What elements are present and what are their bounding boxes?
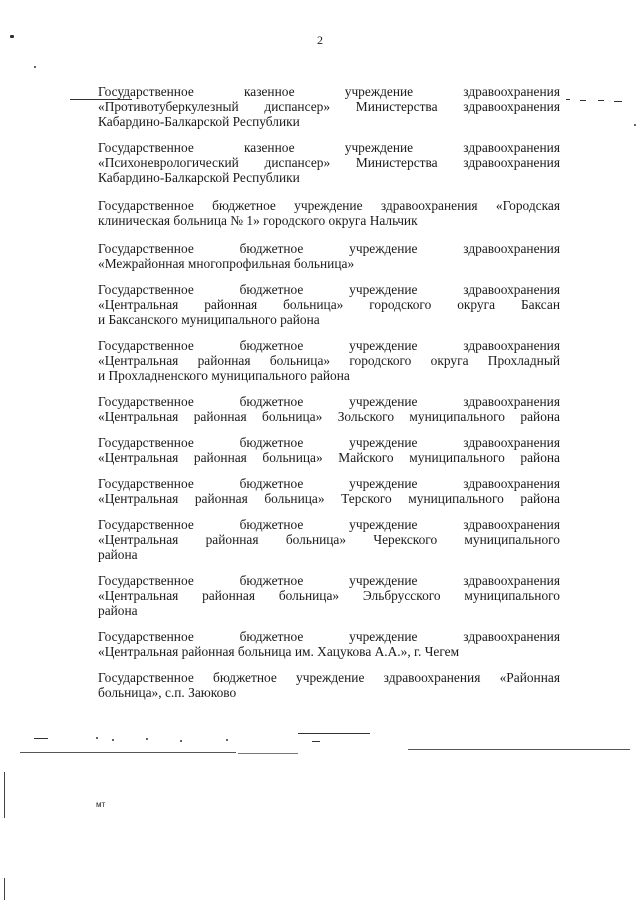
institution-entry	[98, 517, 560, 562]
institution-entry	[98, 476, 560, 506]
entry-line: района	[98, 547, 138, 562]
scan-speck	[146, 738, 148, 740]
entry-line: «Центральная районная больница» Майского муниципального района	[98, 450, 560, 465]
entry-line: Государственное казенное учреждение здравоохранения	[98, 84, 560, 99]
entry-line: «Противотуберкулезный диспансер» Министерства здравоохранения	[98, 99, 560, 114]
scan-edge	[4, 878, 5, 900]
scan-dash	[614, 101, 622, 102]
scan-speck	[634, 124, 636, 126]
entry-line: и Прохладненского муниципального района	[98, 368, 350, 383]
institution-entry	[98, 198, 560, 228]
institution-entry	[98, 140, 560, 185]
institution-entry	[98, 282, 560, 327]
entry-line: Государственное бюджетное учреждение здравоохранения	[98, 573, 560, 588]
entry-line: Государственное казенное учреждение здравоохранения	[98, 140, 560, 155]
entry-line: клиническая больница № 1» городского округа Нальчик	[98, 213, 418, 228]
entry-line: Государственное бюджетное учреждение здравоохранения «Городская	[98, 198, 560, 213]
entry-line: «Центральная районная больница» городского округа Баксан	[98, 297, 560, 312]
page-number: 2	[317, 33, 323, 47]
scan-dash	[566, 99, 570, 100]
institution-entry	[98, 670, 560, 700]
scan-dash	[312, 741, 320, 742]
entry-line: Государственное бюджетное учреждение здравоохранения	[98, 629, 560, 644]
scan-line	[298, 733, 370, 734]
scan-speck	[112, 739, 114, 741]
entry-line: Государственное бюджетное учреждение здравоохранения	[98, 338, 560, 353]
institution-entry	[98, 241, 560, 271]
entry-line: «Межрайонная многопрофильная больница»	[98, 256, 355, 271]
footer-initials: мт	[96, 800, 106, 809]
scan-line	[238, 753, 298, 754]
scan-speck	[10, 35, 14, 38]
entry-line: Государственное бюджетное учреждение здравоохранения	[98, 394, 560, 409]
scan-speck	[96, 737, 98, 739]
entry-line: и Баксанского муниципального района	[98, 312, 320, 327]
entry-line: «Центральная районная больница им. Хацукова А.А.», г. Чегем	[98, 644, 460, 659]
institution-entry	[98, 573, 560, 618]
institution-entry	[98, 629, 560, 659]
institution-list	[98, 84, 560, 700]
scan-speck	[34, 66, 36, 68]
scan-speck	[180, 740, 182, 742]
institution-entry	[98, 84, 560, 129]
entry-line: Государственное бюджетное учреждение здравоохранения	[98, 435, 560, 450]
entry-line: Государственное бюджетное учреждение здравоохранения	[98, 517, 560, 532]
entry-line: «Психоневрологический диспансер» Министерства здравоохранения	[98, 155, 560, 170]
entry-line: «Центральная районная больница» городского округа Прохладный	[98, 353, 560, 368]
entry-line: «Центральная районная больница» Зольского муниципального района	[98, 409, 560, 424]
scan-speck	[226, 739, 228, 741]
entry-line: «Центральная районная больница» Терского муниципального района	[98, 491, 560, 506]
scan-dash	[580, 100, 586, 101]
entry-line: района	[98, 603, 138, 618]
entry-line: Государственное бюджетное учреждение здравоохранения	[98, 241, 560, 256]
entry-line: Кабардино-Балкарской Республики	[98, 114, 300, 129]
institution-entry	[98, 394, 560, 424]
scan-line	[20, 752, 236, 753]
scan-line	[408, 749, 630, 750]
entry-line: «Центральная районная больница» Черекского муниципального	[98, 532, 560, 547]
scan-edge	[4, 772, 5, 818]
entry-line: больница», с.п. Заюково	[98, 685, 237, 700]
entry-line: Государственное бюджетное учреждение здравоохранения	[98, 476, 560, 491]
institution-entry	[98, 338, 560, 383]
entry-line: «Центральная районная больница» Эльбрусского муниципального	[98, 588, 560, 603]
entry-line: Государственное бюджетное учреждение здравоохранения «Районная	[98, 670, 560, 685]
scan-dash	[598, 100, 604, 101]
entry-line: Кабардино-Балкарской Республики	[98, 170, 300, 185]
institution-entry	[98, 435, 560, 465]
entry-line: Государственное бюджетное учреждение здравоохранения	[98, 282, 560, 297]
scan-dash	[34, 738, 48, 739]
